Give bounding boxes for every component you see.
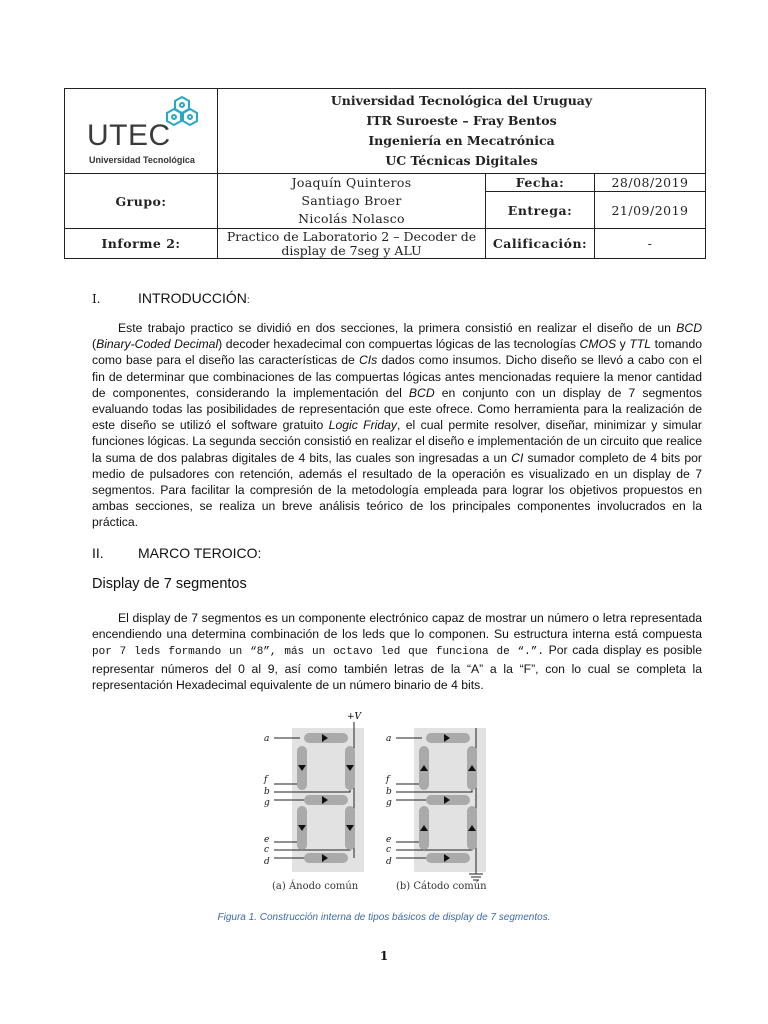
text-run: CMOS	[579, 337, 617, 352]
section-heading-introduccion	[92, 290, 250, 306]
text-run: (	[92, 337, 97, 352]
seg-label: d	[264, 857, 270, 867]
group-members	[218, 174, 486, 229]
section-colon: :	[246, 295, 250, 306]
seg-label: f	[386, 775, 390, 785]
text-run: por 7 leds formando un “8”, más un octavo led que funciona de “.”.	[92, 646, 544, 659]
calificacion-label: Calificación:	[486, 229, 595, 259]
text-run: TTL	[629, 337, 651, 352]
informe-label: Informe 2:	[65, 229, 218, 259]
logo-subtext: Universidad Tecnológica	[89, 155, 195, 165]
seg-label: b	[264, 787, 270, 797]
page-number: 1	[379, 949, 389, 963]
text-run: Este trabajo practico se dividió en dos secciones, la primera consistió en realizar el diseño de un	[118, 321, 677, 335]
member-name: Joaquín Quinteros	[291, 175, 412, 190]
title-line: Ingeniería en Mecatrónica	[368, 133, 555, 148]
seg-label: a	[264, 734, 270, 744]
figure-caption: Figura 1. Construcción interna de tipos básicos de display de 7 segmentos.	[217, 912, 551, 923]
seg-label: g	[264, 798, 270, 808]
seg-label: g	[386, 798, 392, 808]
text-run: y	[616, 337, 630, 352]
text-run: Logic Friday	[328, 418, 398, 433]
informe-value: Practico de Laboratorio 2 – Decoder de display de 7seg y ALU	[218, 229, 486, 259]
figure-caption-anode: (a) Ánodo común	[272, 881, 359, 892]
text-run: ) decoder hexadecimal con compuertas lógicas de las tecnologías	[218, 337, 580, 352]
section-number: II.	[92, 545, 104, 561]
grupo-label: Grupo:	[65, 174, 218, 229]
entrega-value: 21/09/2019	[595, 192, 706, 229]
text-run: , el cual permite resolver, diseñar, minimizar y simular funciones lógicas. La segunda sección consistió en realizar el diseño e implementación de un circuito que realice la suma de dos palabras digitales de 4 bits, las cuales son ingresadas a un	[92, 418, 702, 465]
fecha-label: Fecha:	[486, 174, 595, 192]
fecha-value: 28/08/2019	[595, 174, 706, 192]
display-paragraph	[92, 610, 702, 693]
seg-label: e	[386, 835, 392, 845]
text-run: tomando como base para el diseño las características de	[92, 337, 702, 368]
seg-label: d	[386, 857, 392, 867]
logo-text: UTEC	[87, 119, 171, 152]
text-run: BCD	[676, 321, 702, 335]
text-run: BCD	[408, 385, 435, 400]
figure-caption-cathode: (b) Cátodo común	[396, 881, 487, 892]
vplus-label: +V	[347, 712, 362, 722]
text-run: CI	[511, 450, 524, 465]
section-number: I.	[92, 292, 101, 306]
member-name: Santiago Broer	[301, 193, 402, 208]
logo-cell	[65, 89, 218, 174]
section-heading-marco-teorico	[92, 545, 261, 561]
seg-label: c	[386, 845, 392, 855]
header-table	[64, 88, 706, 259]
seg-label: f	[264, 775, 268, 785]
title-line: UC Técnicas Digitales	[385, 153, 538, 168]
calificacion-value: -	[595, 229, 706, 259]
section-title: MARCO TEROICO:	[138, 545, 262, 561]
text-run: dados como insumos. Dicho diseño se llevó a cabo con el fin de determinar que combinaciones de las compuertas lógicas antes mencionadas requiere la menor cantidad de componentes, considerando la implementación del	[92, 353, 702, 400]
entrega-label: Entrega:	[486, 192, 595, 229]
text-run: Binary-Coded Decimal	[96, 337, 219, 352]
member-name: Nicolás Nolasco	[298, 211, 405, 226]
anode-diagram	[263, 712, 364, 872]
subsection-title: Display de 7 segmentos	[92, 576, 247, 592]
section-title: INTRODUCCIÓN	[138, 290, 247, 306]
text-run: El display de 7 segmentos es un componente electrónico capaz de mostrar un número o letra representada encendiendo una determina combinación de los leds que lo componen. Su estructura interna está compuesta	[92, 611, 702, 642]
text-run: sumador completo de 4 bits por medio de pulsadores con retención, además el resultado de la operación es visualizado en un display de 7 segmentos. Para facilitar la compresión de la metodología empleada para lograr los objetivos propuestos en ambas secciones, se realiza un breve análisis teórico de los principales componentes involucrados en la práctica.	[92, 450, 702, 530]
title-line: Universidad Tecnológica del Uruguay	[330, 93, 593, 108]
text-run: Por cada display es posible representar números del 0 al 9, así como también letras de la “A” a la “F”, con lo cual se completa la representación Hexadecimal equivalente de un número binario de 4 bits.	[92, 643, 702, 692]
seven-segment-figure	[262, 698, 494, 898]
header-title	[218, 89, 706, 174]
title-line: ITR Suroeste – Fray Bentos	[366, 113, 557, 128]
intro-paragraph	[92, 320, 702, 531]
seg-label: a	[386, 734, 392, 744]
seg-label: b	[386, 787, 392, 797]
cathode-diagram	[385, 728, 486, 880]
text-run: CIs	[358, 353, 378, 368]
text-run: en conjunto con un display de 7 segmentos evaluando todas las posibilidades de representación que este ofrece. Como herramienta para la realización de este diseño se utilizó el software gratuito	[92, 385, 702, 433]
seg-label: e	[264, 835, 270, 845]
seg-label: c	[264, 845, 270, 855]
